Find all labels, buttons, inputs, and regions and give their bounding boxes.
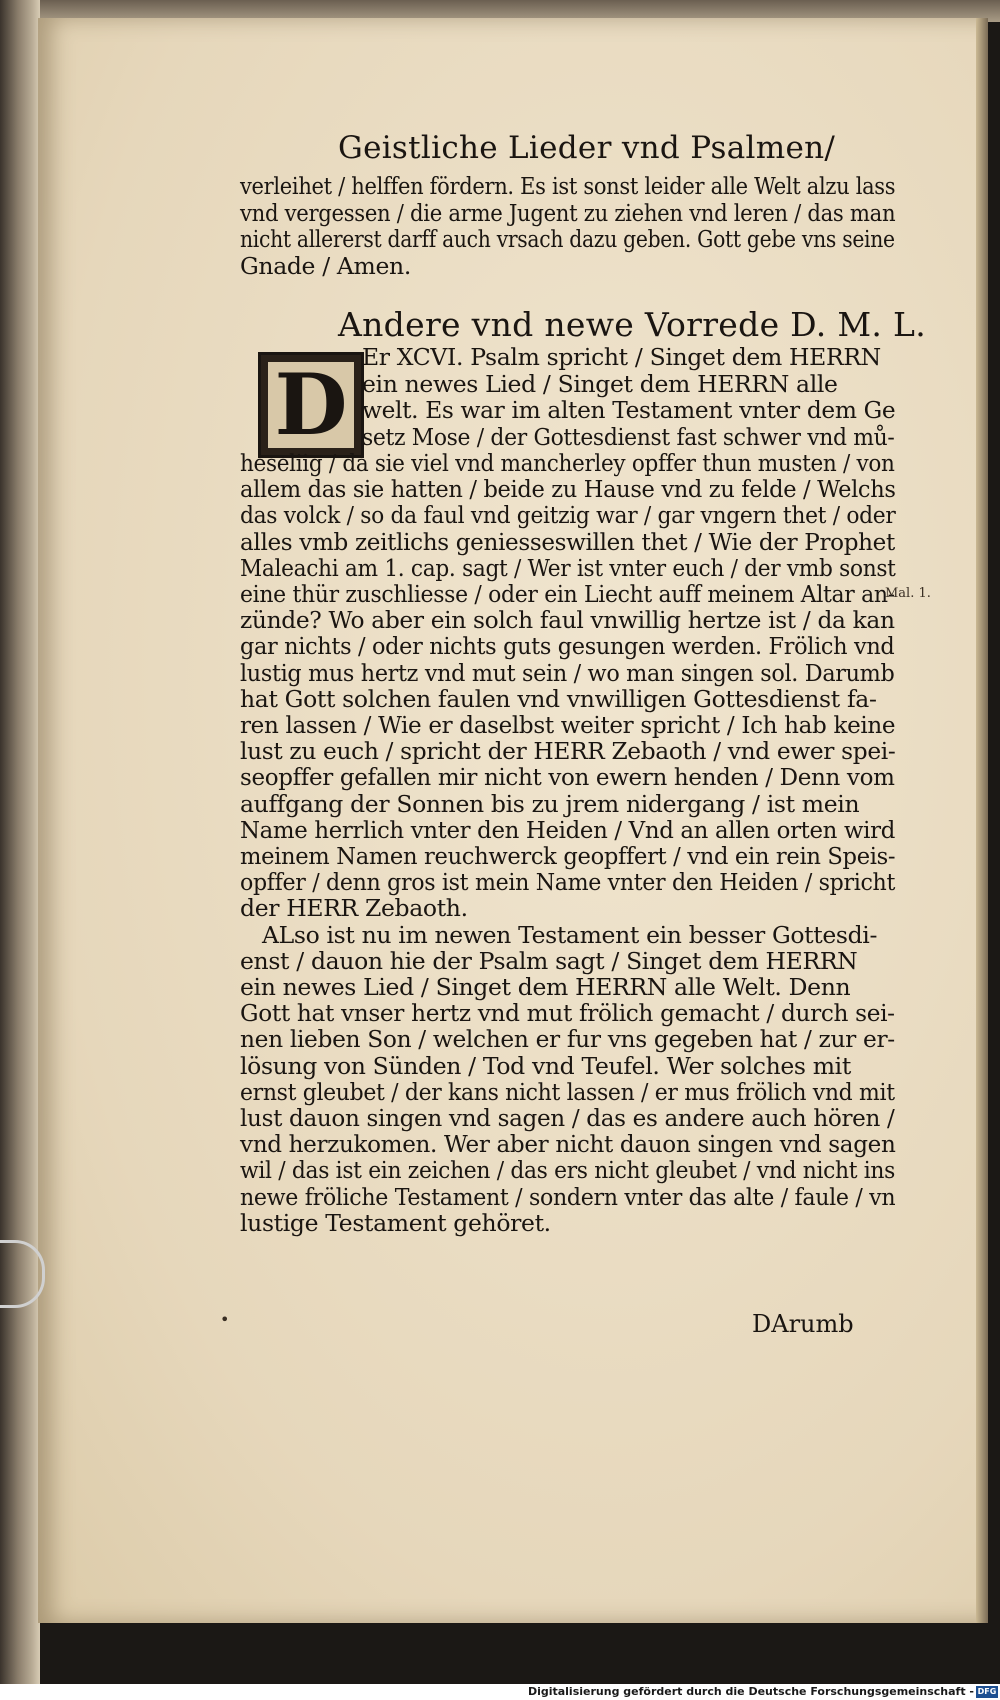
intro-line: vnd vergessen / die arme Jugent zu ziehen vnd leren / das man [240,198,896,227]
first-line: welt. Es war im alten Testament vnter dem Ge [362,396,896,424]
body-line: seopffer gefallen mir nicht von ewern henden / Denn vom [240,763,895,792]
body-line: lust zu euch / spricht der HERR Zebaoth / vnd ewer spei- [240,737,896,766]
dot-mark: • [220,1310,230,1329]
body-line: Gott hat vnser hertz vnd mut frölich gemacht / durch sei- [240,999,895,1028]
body-line: ernst gleubet / der kans nicht lassen / er mus frölich vnd mit [240,1077,895,1106]
body-line: lustig mus hertz vnd mut sein / wo man singen sol. Darumb [240,658,895,687]
body-line: lösung von Sünden / Tod vnd Teufel. Wer solches mit [240,1051,851,1080]
body-line: wil / das ist ein zeichen / das ers nicht gleubet / vnd nicht ins [240,1156,896,1185]
dfg-logo-icon: DFG [977,1687,997,1696]
running-head: Geistliche Lieder vnd Psalmen/ [338,130,836,166]
body-line: allem das sie hatten / beide zu Hause vnd zu felde / Welchs [240,475,896,504]
intro-line: Gnade / Amen. [240,251,411,280]
body-line: gar nichts / oder nichts guts gesungen werden. Frölich vnd [240,632,895,661]
body-line: eine thür zuschliesse / oder ein Liecht auff meinem Altar an- [240,580,895,608]
body-line: heseliig / da sie viel vnd mancherley opffer thun musten / von [240,449,895,477]
body-line: Maleachi am 1. cap. sagt / Wer ist vnter euch / der vmb sonst [240,553,896,582]
body-line: ALso ist nu im newen Testament ein besser Gottesdi- [262,920,878,949]
body-line: enst / dauon hie der Psalm sagt / Singet dem HERRN [240,946,858,975]
book-spine-edge [0,0,40,1700]
body-line: Name herrlich vnter den Heiden / Vnd an allen orten wird [240,815,895,844]
section-title: Andere vnd newe Vorrede D. M. L. [338,305,927,344]
margin-note: Mal. 1. [885,586,931,601]
body-line: der HERR Zebaoth. [240,894,468,923]
decorated-initial [258,352,364,458]
page-right-edge [976,18,988,1623]
body-line: nen lieben Son / welchen er fur vns gegeben hat / zur er- [240,1025,895,1054]
body-line: vnd herzukomen. Wer aber nicht dauon singen vnd sagen [240,1130,896,1159]
body-line: zünde? Wo aber ein solch faul vnwillig hertze ist / da kan [240,606,895,635]
initial-letter: D [268,362,354,448]
body-line: meinem Namen reuchwerck geopffert / vnd ein rein Speis- [240,842,896,870]
catchword: DArumb [752,1310,854,1338]
first-line: Er XCVI. Psalm spricht / Singet dem HERRN [362,343,881,371]
body-line: opffer / denn gros ist mein Name vnter den Heiden / spricht [240,868,896,897]
intro-line: nicht allererst darff auch vrsach dazu geben. Gott gebe vns seine [240,225,895,253]
body-line: ren lassen / Wie er daselbst weiter spricht / Ich hab keine [240,711,896,739]
body-line: hat Gott solchen faulen vnd vnwilligen Gottesdienst fa- [240,684,877,713]
body-line: lust dauon singen vnd sagen / das es andere auch hören / [240,1104,895,1132]
footer-credit: Digitalisierung gefördert durch die Deutsche Forschungsgemeinschaft - [527,1685,974,1698]
first-line: ein newes Lied / Singet dem HERRN alle [362,369,838,398]
body-line: ein newes Lied / Singet dem HERRN alle Welt. Denn [240,973,851,1001]
body-line: alles vmb zeitlichs geniesseswillen thet / Wie der Prophet [240,527,895,556]
body-line: das volck / so da faul vnd geitzig war / gar vngern thet / oder [240,501,896,530]
body-line: auffgang der Sonnen bis zu jrem nidergang / ist mein [240,789,860,818]
first-line: setz Mose / der Gottesdienst fast schwer vnd mů- [362,422,895,451]
intro-line: verleihet / helffen fördern. Es ist sonst leider alle Welt alzu lass [240,172,896,200]
body-line: lustige Testament gehöret. [240,1208,551,1237]
body-line: newe fröliche Testament / sondern vnter das alte / faule / vn [240,1182,896,1211]
